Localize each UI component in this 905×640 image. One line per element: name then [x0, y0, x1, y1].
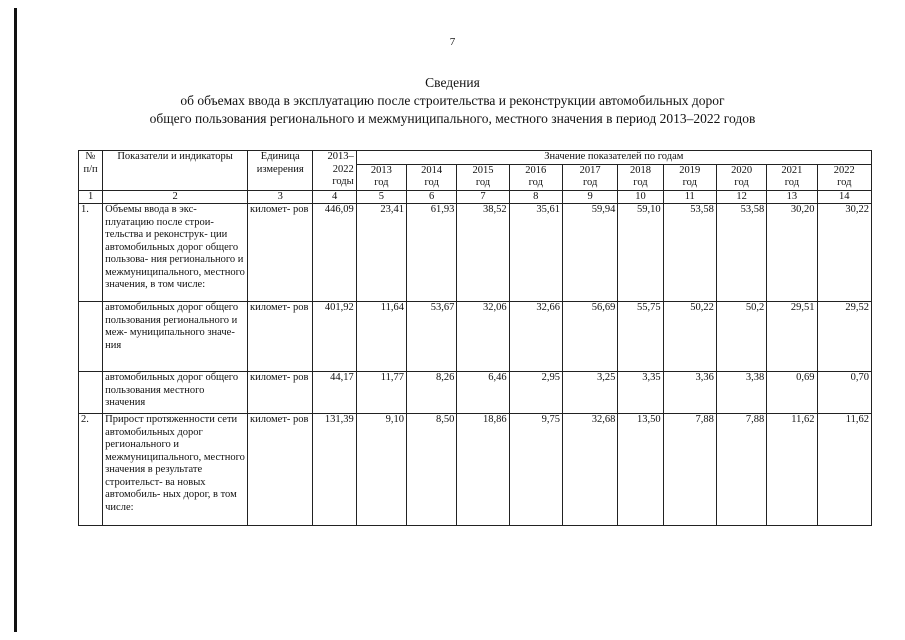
header-year-9: 2022 год: [817, 164, 871, 190]
row-value-2021: 30,20: [767, 204, 817, 302]
header-row-1: [79, 151, 872, 165]
row-total: 131,39: [313, 414, 356, 526]
header-year-6: 2019 год: [663, 164, 716, 190]
row-value-2018: 55,75: [618, 302, 663, 372]
table-row: [79, 204, 872, 302]
column-index-6: 6: [407, 190, 457, 204]
table-row: [79, 302, 872, 372]
row-value-2014: 8,50: [407, 414, 457, 526]
header-year-7: 2020 год: [716, 164, 766, 190]
row-value-2019: 3,36: [663, 372, 716, 414]
title-line-3: общего пользования регионального и межмуниципального, местного значения в период 2013–2022 годов: [149, 111, 756, 126]
row-value-2021: 0,69: [767, 372, 817, 414]
row-value-2022: 11,62: [817, 414, 871, 526]
column-index-8: 8: [509, 190, 562, 204]
row-value-2020: 50,2: [716, 302, 766, 372]
row-value-2019: 7,88: [663, 414, 716, 526]
header-total: 2013–2022 годы: [313, 151, 356, 191]
row-value-2018: 59,10: [618, 204, 663, 302]
row-value-2015: 6,46: [457, 372, 509, 414]
row-unit: километ- ров: [248, 204, 313, 302]
row-indicator: Прирост протяженности сети автомобильных дорог регионального и межмуниципального, местного значения в результате строительст- ва новых автомобиль- ных дорог, в том числе:: [103, 414, 248, 526]
row-indicator: автомобильных дорог общего пользования регионального и меж- муниципального значе- ния: [103, 302, 248, 372]
column-index-3: 3: [248, 190, 313, 204]
row-value-2018: 13,50: [618, 414, 663, 526]
row-value-2016: 9,75: [509, 414, 562, 526]
header-indicator: Показатели и индикаторы: [103, 151, 248, 191]
row-value-2016: 35,61: [509, 204, 562, 302]
column-index-4: 4: [313, 190, 356, 204]
row-value-2017: 32,68: [562, 414, 617, 526]
row-value-2013: 11,64: [356, 302, 406, 372]
row-value-2019: 53,58: [663, 204, 716, 302]
row-value-2016: 2,95: [509, 372, 562, 414]
column-index-12: 12: [716, 190, 766, 204]
row-total: 401,92: [313, 302, 356, 372]
row-num: [79, 372, 103, 414]
indicators-table: [78, 150, 872, 526]
row-value-2020: 3,38: [716, 372, 766, 414]
column-index-row: [79, 190, 872, 204]
header-num: № п/п: [79, 151, 103, 191]
row-value-2019: 50,22: [663, 302, 716, 372]
row-indicator: автомобильных дорог общего пользования местного значения: [103, 372, 248, 414]
header-year-5: 2018 год: [618, 164, 663, 190]
table-row: [79, 414, 872, 526]
row-value-2021: 29,51: [767, 302, 817, 372]
header-year-2: 2015 год: [457, 164, 509, 190]
row-value-2020: 53,58: [716, 204, 766, 302]
row-value-2014: 8,26: [407, 372, 457, 414]
row-value-2013: 11,77: [356, 372, 406, 414]
row-num: [79, 302, 103, 372]
column-index-2: 2: [103, 190, 248, 204]
row-value-2013: 9,10: [356, 414, 406, 526]
header-years-group: Значение показателей по годам: [356, 151, 871, 165]
header-year-1: 2014 год: [407, 164, 457, 190]
row-unit: километ- ров: [248, 414, 313, 526]
header-year-0: 2013 год: [356, 164, 406, 190]
row-indicator: Объемы ввода в экс- плуатацию после строи- тельства и реконструк- ции автомобильных дорог общего пользова- ния регионального и межмуниципального, местного значения, в том числе:: [103, 204, 248, 302]
row-value-2022: 30,22: [817, 204, 871, 302]
column-index-7: 7: [457, 190, 509, 204]
row-value-2022: 0,70: [817, 372, 871, 414]
column-index-9: 9: [562, 190, 617, 204]
row-total: 446,09: [313, 204, 356, 302]
row-num: 1.: [79, 204, 103, 302]
header-year-8: 2021 год: [767, 164, 817, 190]
column-index-13: 13: [767, 190, 817, 204]
table-row: [79, 372, 872, 414]
row-value-2021: 11,62: [767, 414, 817, 526]
row-value-2013: 23,41: [356, 204, 406, 302]
row-total: 44,17: [313, 372, 356, 414]
row-value-2014: 61,93: [407, 204, 457, 302]
column-index-5: 5: [356, 190, 406, 204]
header-unit: Единица измерения: [248, 151, 313, 191]
row-num: 2.: [79, 414, 103, 526]
title-line-1: Сведения: [425, 75, 480, 90]
column-index-11: 11: [663, 190, 716, 204]
row-value-2022: 29,52: [817, 302, 871, 372]
title-line-2: об объемах ввода в эксплуатацию после строительства и реконструкции автомобильных дорог: [180, 93, 725, 108]
column-index-14: 14: [817, 190, 871, 204]
header-year-4: 2017 год: [562, 164, 617, 190]
row-value-2016: 32,66: [509, 302, 562, 372]
row-value-2015: 18,86: [457, 414, 509, 526]
row-value-2015: 38,52: [457, 204, 509, 302]
header-year-3: 2016 год: [509, 164, 562, 190]
column-index-1: 1: [79, 190, 103, 204]
row-value-2017: 59,94: [562, 204, 617, 302]
row-value-2020: 7,88: [716, 414, 766, 526]
row-unit: километ- ров: [248, 302, 313, 372]
row-value-2015: 32,06: [457, 302, 509, 372]
row-value-2017: 56,69: [562, 302, 617, 372]
row-value-2014: 53,67: [407, 302, 457, 372]
row-value-2018: 3,35: [618, 372, 663, 414]
document-title: [0, 74, 905, 128]
page-number: 7: [449, 36, 456, 48]
row-value-2017: 3,25: [562, 372, 617, 414]
column-index-10: 10: [618, 190, 663, 204]
row-unit: километ- ров: [248, 372, 313, 414]
